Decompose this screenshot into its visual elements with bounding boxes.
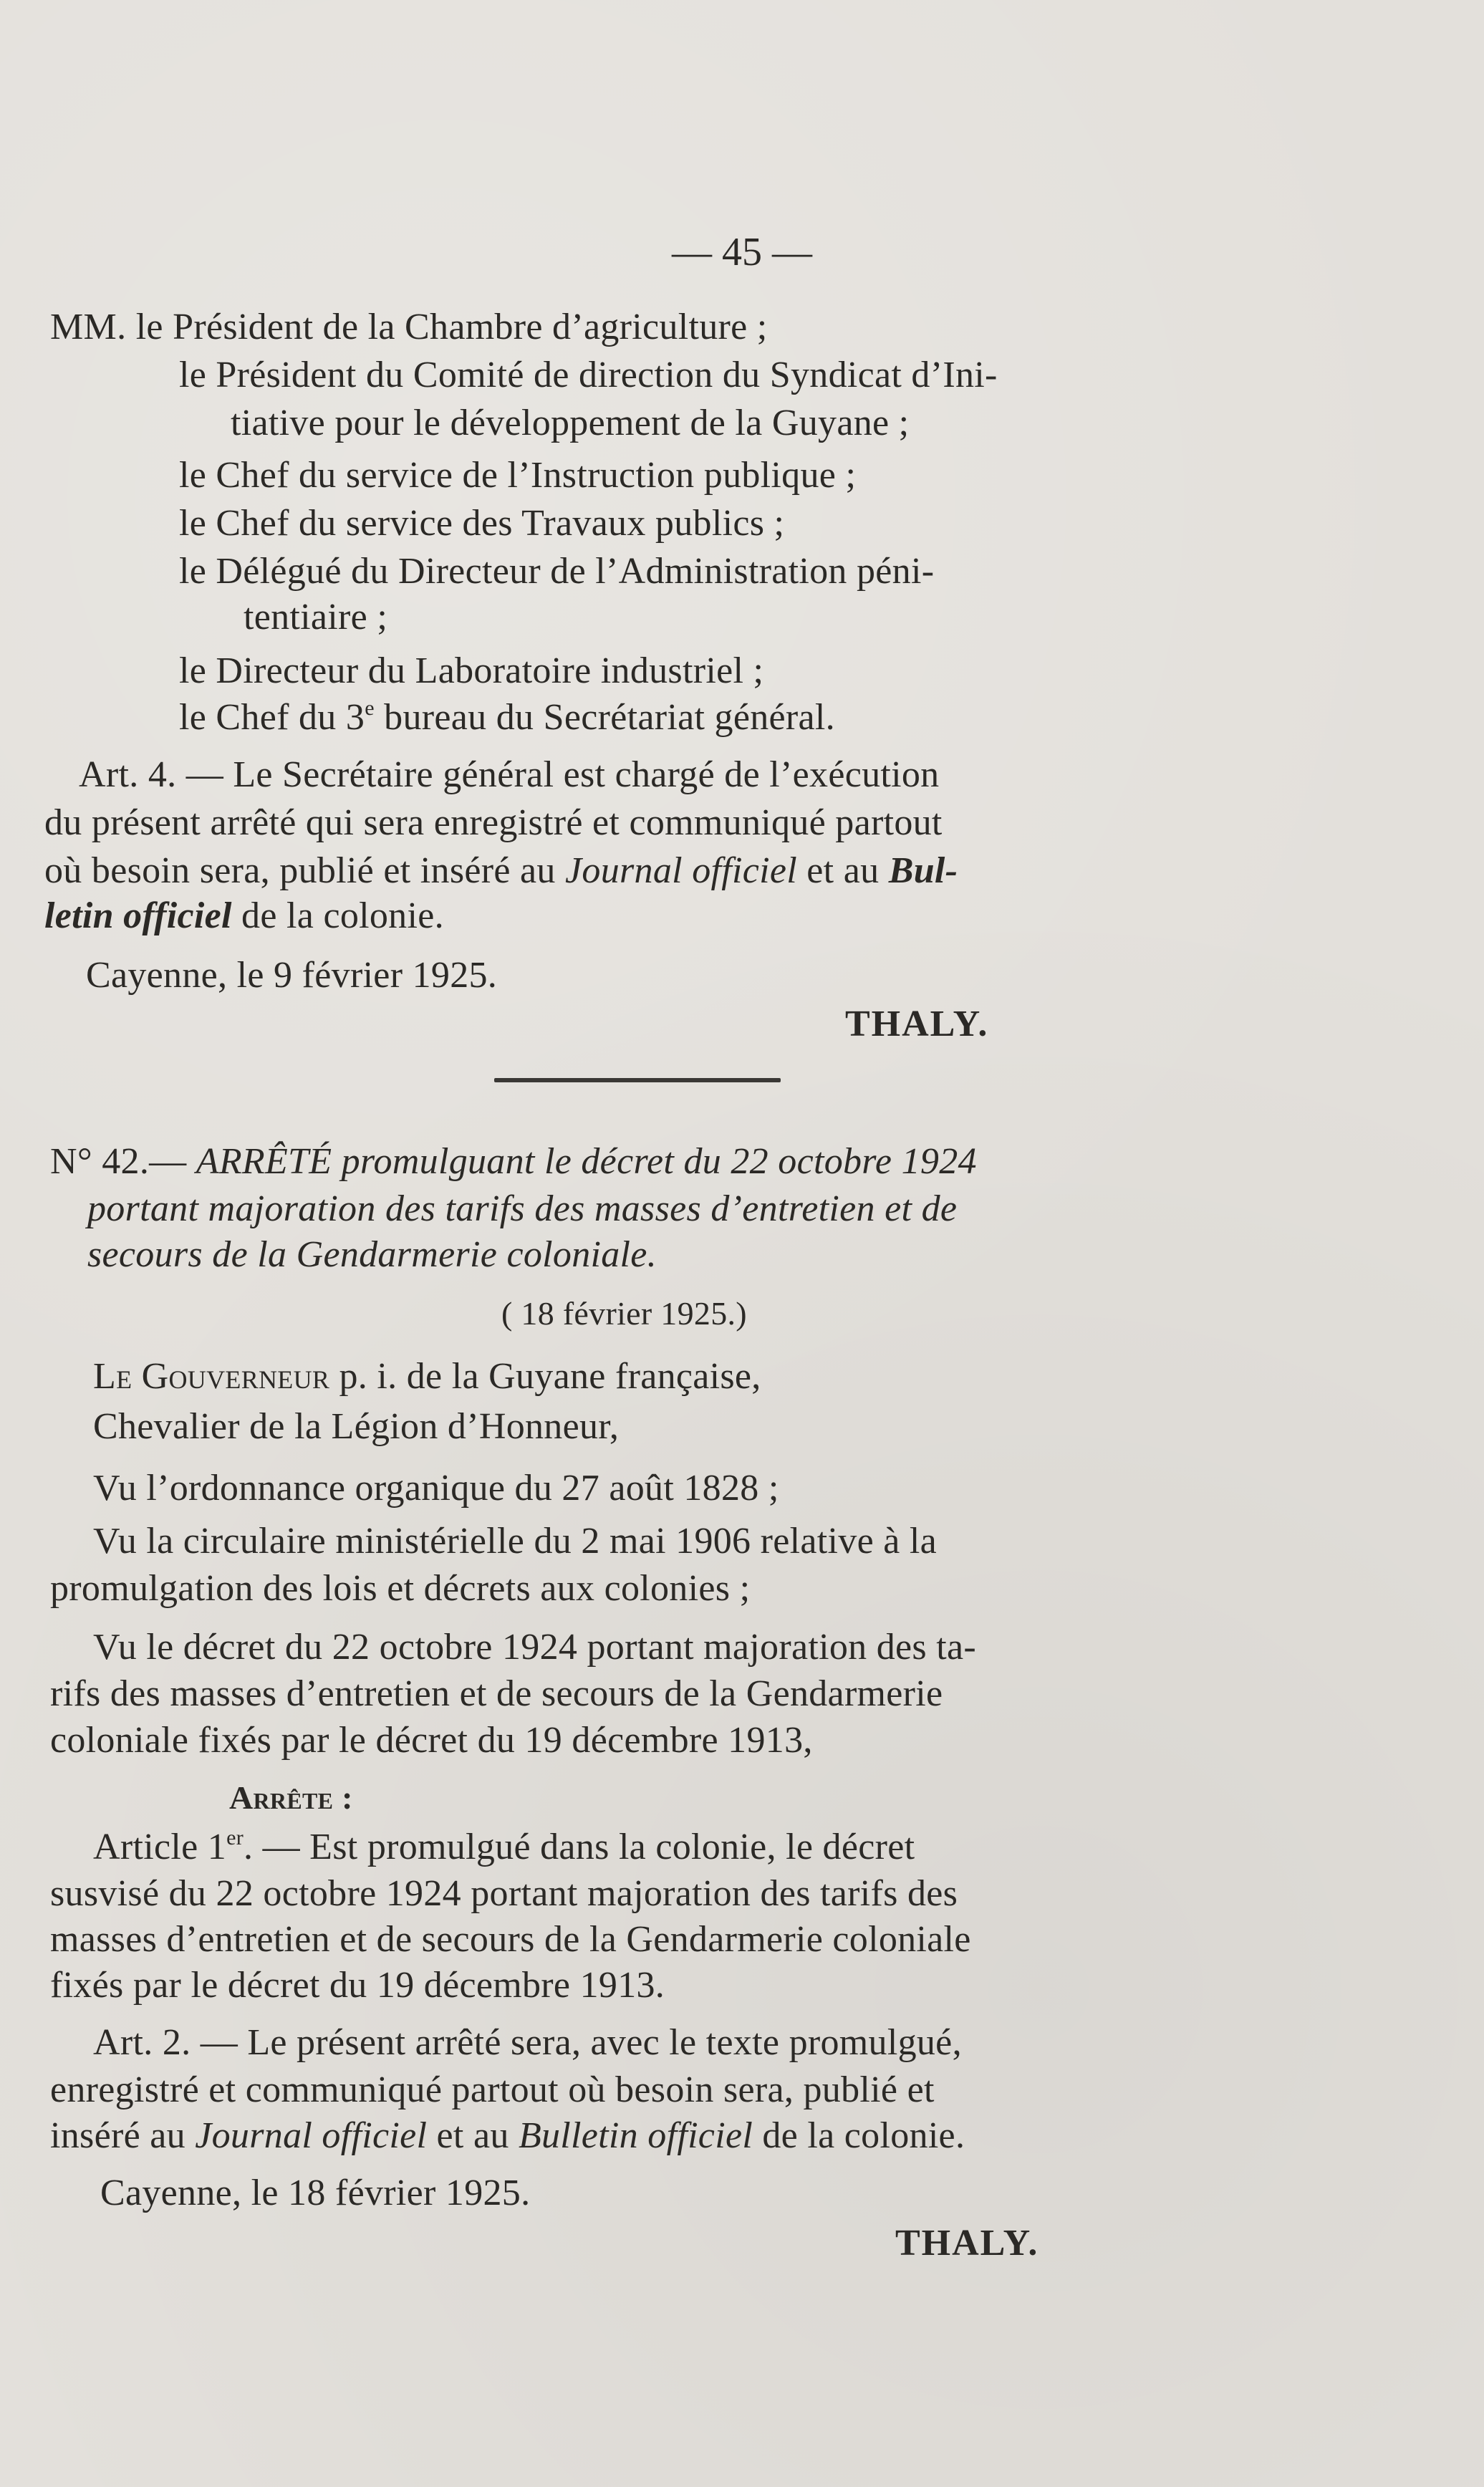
text-run: où besoin sera, publié et inséré au bbox=[44, 850, 566, 891]
governor-line bbox=[93, 1354, 761, 1400]
journal-officiel-ref: Journal officiel bbox=[565, 850, 797, 891]
superscript: er bbox=[226, 1826, 244, 1849]
art4-line: Art. 4. — Le Secrétaire général est chargé de l’exécution bbox=[79, 754, 940, 795]
list-item: le Chef du service des Travaux publics ; bbox=[179, 503, 785, 544]
article-line: fixés par le décret du 19 décembre 1913. bbox=[50, 1965, 665, 2006]
article-line: enregistré et communiqué partout où besoin sera, publié et bbox=[50, 2069, 935, 2110]
bulletin-ref: Bulletin officiel bbox=[518, 2115, 753, 2156]
list-item: le Directeur du Laboratoire industriel ; bbox=[179, 650, 764, 691]
article-line: susvisé du 22 octobre 1924 portant majoration des tarifs des bbox=[50, 1873, 958, 1914]
vu-line: Vu la circulaire ministérielle du 2 mai 1906 relative à la bbox=[93, 1521, 938, 1562]
chevalier-line: Chevalier de la Légion d’Honneur, bbox=[93, 1406, 620, 1447]
art4-line bbox=[44, 848, 958, 894]
text-run: de la colonie. bbox=[753, 2115, 965, 2156]
place-date: Cayenne, le 18 février 1925. bbox=[100, 2173, 531, 2213]
text-run: Article 1 bbox=[93, 1827, 227, 1867]
place-date: Cayenne, le 9 février 1925. bbox=[86, 955, 498, 996]
vu-line: promulgation des lois et décrets aux colonies ; bbox=[50, 1568, 751, 1609]
text-run: p. i. de la Guyane française, bbox=[329, 1356, 761, 1397]
decree-title: ARRÊTÉ promulguant le décret du 22 octobre 1924 bbox=[196, 1141, 977, 1182]
signature: THALY. bbox=[845, 1004, 989, 1044]
vu-line: coloniale fixés par le décret du 19 décembre 1913, bbox=[50, 1720, 813, 1761]
mm-label: MM. bbox=[50, 307, 127, 347]
superscript: e bbox=[365, 696, 375, 720]
list-item: le Chef du service de l’Instruction publique ; bbox=[179, 455, 857, 496]
arrete-heading: Arrête : bbox=[229, 1779, 353, 1816]
art4-line bbox=[44, 893, 444, 939]
text-run: et au bbox=[797, 850, 889, 891]
page-number: — 45 — bbox=[672, 230, 812, 274]
bulletin-ref: Bul- bbox=[888, 850, 958, 891]
vu-line: Vu le décret du 22 octobre 1924 portant majoration des ta- bbox=[93, 1627, 977, 1668]
art4-line: du présent arrêté qui sera enregistré et communiqué partout bbox=[44, 802, 943, 843]
list-item: tentiaire ; bbox=[244, 597, 388, 638]
decree-number: N° 42.— bbox=[50, 1141, 187, 1182]
list-item-part: le Chef du 3 bbox=[179, 697, 365, 738]
decree-title-line: secours de la Gendarmerie coloniale. bbox=[87, 1234, 657, 1275]
decree-date: ( 18 février 1925.) bbox=[501, 1295, 747, 1332]
list-line-1 bbox=[50, 304, 768, 350]
text-run: de la colonie. bbox=[231, 895, 444, 936]
list-item: le Président de la Chambre d’agriculture ; bbox=[135, 307, 768, 347]
article-line bbox=[93, 1824, 915, 1870]
governor-title: Le Gouverneur bbox=[93, 1356, 330, 1397]
decree-title-line bbox=[50, 1139, 977, 1185]
list-item-part: bureau du Secrétariat général. bbox=[374, 697, 835, 738]
text-run: et au bbox=[427, 2115, 519, 2156]
text-run: inséré au bbox=[50, 2115, 196, 2156]
list-item: tiative pour le développement de la Guyane ; bbox=[231, 403, 910, 443]
article-line: masses d’entretien et de secours de la Gendarmerie coloniale bbox=[50, 1919, 971, 1960]
vu-line: Vu l’ordonnance organique du 27 août 1828 ; bbox=[93, 1468, 779, 1509]
list-item: le Délégué du Directeur de l’Administration péni- bbox=[179, 551, 935, 592]
decree-title-line: portant majoration des tarifs des masses d’entretien et de bbox=[87, 1188, 958, 1229]
text-run: . — Est promulgué dans la colonie, le décret bbox=[243, 1827, 915, 1867]
vu-line: rifs des masses d’entretien et de secours de la Gendarmerie bbox=[50, 1673, 943, 1714]
signature: THALY. bbox=[895, 2223, 1039, 2264]
journal-officiel-ref: Journal officiel bbox=[195, 2115, 428, 2156]
article-line: Art. 2. — Le présent arrêté sera, avec le texte promulgué, bbox=[93, 2022, 962, 2063]
article-line bbox=[50, 2113, 965, 2159]
bulletin-ref: letin officiel bbox=[44, 895, 232, 936]
list-item bbox=[179, 695, 835, 741]
list-item: le Président du Comité de direction du Syndicat d’Ini- bbox=[179, 355, 998, 395]
section-divider bbox=[494, 1078, 781, 1082]
